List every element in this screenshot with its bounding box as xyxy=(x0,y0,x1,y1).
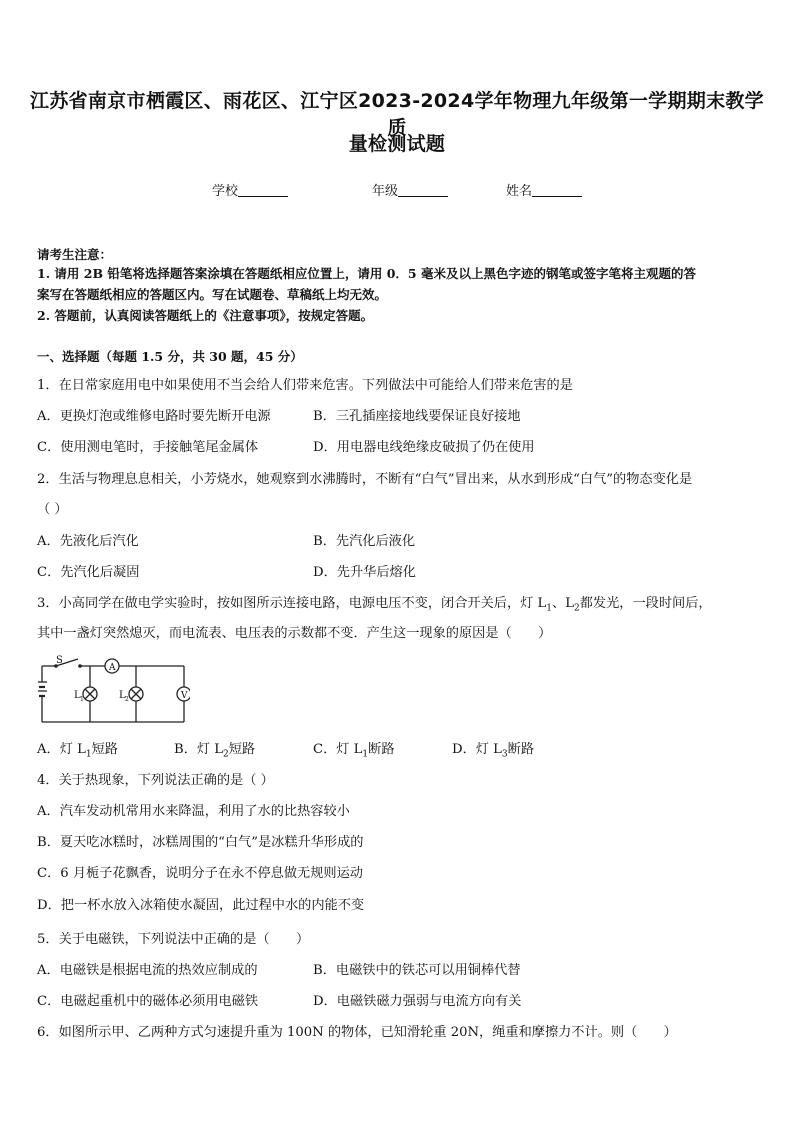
q3-option-a: A．灯 $L_1$短路 xyxy=(37,742,118,760)
q2-stem-line1: 2．生活与物理息息相关，小芳烧水，她观察到水沸腾时，不断有“白气”冒出来，从水到形成“白气”的物态变化是 xyxy=(37,472,693,487)
lamp1-label: L xyxy=(74,690,81,701)
circuit-diagram xyxy=(38,652,190,726)
section-heading: 一、选择题（每题 1.5 分，共 30 题，45 分） xyxy=(37,349,303,364)
q3-stem-line1: 3．小高同学在做电学实验时，按如图所示连接电路，电源电压不变，闭合开关后，灯 $L_1$、$L_2$都发光，一段时间后， xyxy=(37,596,712,614)
q1-option-a: A．更换灯泡或维修电路时要先断开电源 xyxy=(37,409,271,424)
notice-item1-line1: 1. 请用 2B 铅笔将选择题答案涂填在答题纸相应位置上，请用 0．5 毫米及以上黑色字迹的钢笔或签字笔将主观题的答 xyxy=(37,266,696,281)
school-field xyxy=(212,180,288,199)
lamp2-label: L xyxy=(119,690,126,701)
battery-symbol xyxy=(38,682,47,696)
notice-item2: 2. 答题前，认真阅读答题纸上的《注意事项》，按规定答题。 xyxy=(37,308,374,323)
q6-stem: 6．如图所示甲、乙两种方式匀速提升重为 100N 的物体，已知滑轮重 20N，绳重和摩擦力不计。则（ ） xyxy=(37,1025,677,1040)
grade-label: 年级 xyxy=(372,184,399,199)
name-blank[interactable] xyxy=(532,183,582,197)
lamp1-sub: 1 xyxy=(80,696,84,703)
q5-stem: 5．关于电磁铁，下列说法中正确的是（ ） xyxy=(37,932,310,947)
notice-item1-line2: 案写在答题纸相应的答题区内。写在试题卷、草稿纸上均无效。 xyxy=(37,287,388,302)
q1-option-d: D．用电器电线绝缘皮破损了仍在使用 xyxy=(313,440,535,455)
exam-title-line1: 江苏省南京市栖霞区、雨花区、江宁区2023-2024学年物理九年级第一学期期末教学质 xyxy=(30,90,764,139)
q4-option-c: C．6 月栀子花飘香，说明分子在永不停息做无规则运动 xyxy=(37,866,363,881)
switch-label: S xyxy=(56,655,63,666)
notice-heading: 请考生注意： xyxy=(37,247,113,262)
q3-option-b: B．灯 $L_2$短路 xyxy=(174,742,256,760)
q3-option-c: C．灯 $L_1$断路 xyxy=(313,742,395,760)
q3-option-d: D．灯 $L_3$断路 xyxy=(452,742,535,760)
grade-field xyxy=(372,180,448,199)
q2-option-a: A．先液化后汽化 xyxy=(37,534,139,549)
q5-option-a: A．电磁铁是根据电流的热效应制成的 xyxy=(37,963,258,978)
q2-option-b: B．先汽化后液化 xyxy=(313,534,416,549)
q4-option-d: D．把一杯水放入冰箱使水凝固，此过程中水的内能不变 xyxy=(37,898,365,913)
q3-stem-line2: 其中一盏灯突然熄灭，而电流表、电压表的示数都不变．产生这一现象的原因是（ ） xyxy=(37,626,552,641)
q4-option-b: B．夏天吃冰糕时，冰糕周围的“白气”是冰糕升华形成的 xyxy=(37,835,364,850)
name-field xyxy=(506,180,582,199)
q4-option-a: A．汽车发动机常用水来降温，利用了水的比热容较小 xyxy=(37,804,350,819)
q2-option-c: C．先汽化后凝固 xyxy=(37,565,140,580)
q5-option-c: C．电磁起重机中的磁体必须用电磁铁 xyxy=(37,994,259,1009)
q2-stem-line2: （ ） xyxy=(37,502,68,517)
grade-blank[interactable] xyxy=(398,183,448,197)
name-label: 姓名 xyxy=(506,184,533,199)
school-blank[interactable] xyxy=(238,183,288,197)
q1-option-c: C．使用测电笔时，手接触笔尾金属体 xyxy=(37,440,259,455)
lamp2-sub: 2 xyxy=(125,696,129,703)
q1-option-b: B．三孔插座接地线要保证良好接地 xyxy=(313,409,521,424)
exam-title-line2: 量检测试题 xyxy=(348,133,446,155)
voltmeter-label: V xyxy=(181,691,188,701)
q4-stem: 4．关于热现象，下列说法正确的是（ ） xyxy=(37,773,274,788)
q5-option-b: B．电磁铁中的铁芯可以用铜棒代替 xyxy=(313,963,521,978)
ammeter-label: A xyxy=(109,663,116,673)
q5-option-d: D．电磁铁磁力强弱与电流方向有关 xyxy=(313,994,522,1009)
q2-option-d: D．先升华后熔化 xyxy=(313,565,416,580)
school-label: 学校 xyxy=(212,184,239,199)
q1-stem: 1．在日常家庭用电中如果使用不当会给人们带来危害。下列做法中可能给人们带来危害的是 xyxy=(37,378,573,393)
